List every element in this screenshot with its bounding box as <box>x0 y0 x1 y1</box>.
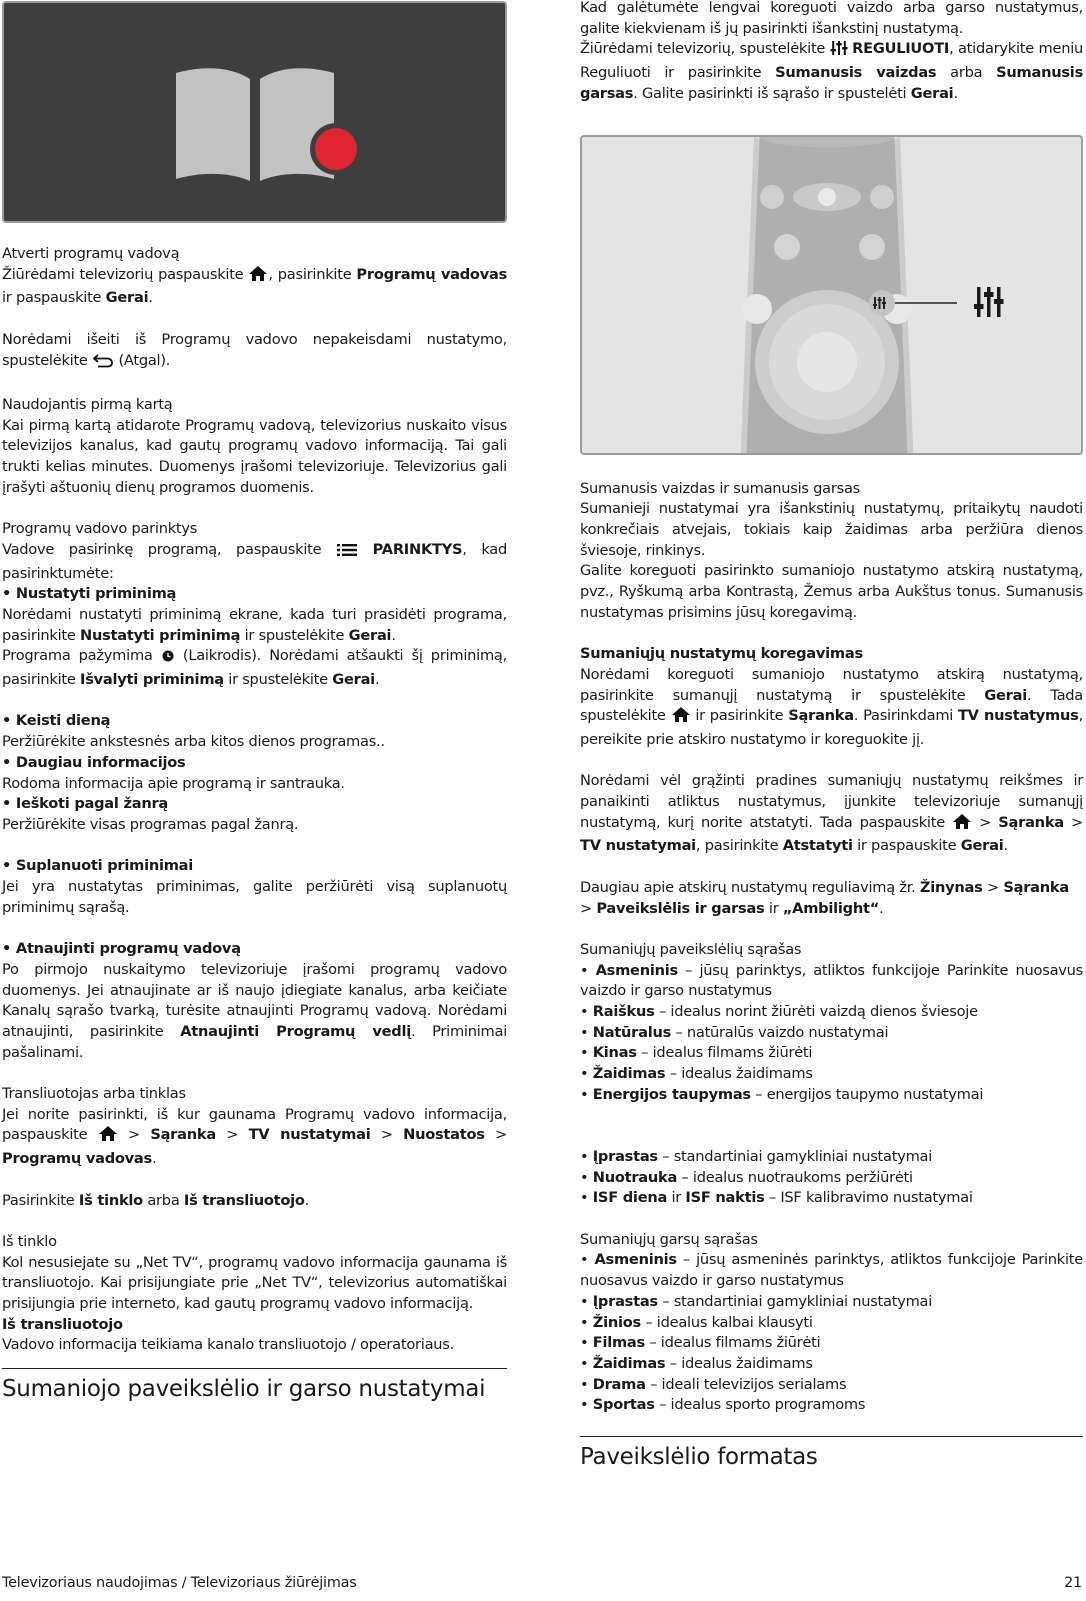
adjust-title: Sumaniųjų nustatymų koregavimas <box>580 645 863 663</box>
smart-text-2: Galite koreguoti pasirinkto sumaniojo nustatymo atskirą nustatymą, pvz., Ryškumą arba Kontrastą, Žemus arba Aukštus tonus. Sumanusis nustatymas prisimins jūsų koregavimą. <box>580 562 1083 621</box>
option-genre-title: • Ieškoti pagal žanrą <box>2 795 169 813</box>
broadcaster-title: Transliuotojas arba tinklas <box>2 1085 186 1103</box>
remote-adjust-icon <box>582 137 1083 455</box>
home-icon <box>671 706 691 730</box>
list-item: • Natūralus – natūralūs vaizdo nustatymai <box>580 1023 889 1041</box>
option-reminder-text2: Programa pažymima (Laikrodis). Norėdami atšaukti šį priminimą, pasirinkite Išvalyti priminimą ir spustelėkite Gerai. <box>2 647 508 689</box>
adjust-icon <box>830 40 848 63</box>
option-reminder-title: • Nustatyti priminimą <box>2 585 177 603</box>
right-intro <box>580 0 1083 105</box>
left-text <box>2 244 507 1356</box>
first-time-text: Kai pirmą kartą atidarote Programų vadovą, televizorius nuskaito visus televizijos kanalus, kad gautų programų vadovo informaciją. Tai gali trukti kelias minutes. Duomenys įrašomi televizoriuje. Televizorius gali įrašyti aštuonių dienų programos duomenis. <box>2 416 507 496</box>
picture-list-title: Sumaniųjų paveikslėlių sąrašas <box>580 940 802 958</box>
home-icon <box>98 1125 118 1149</box>
picture-list <box>580 961 1083 1106</box>
from-broadcaster-title: Iš transliuotojo <box>2 1315 123 1333</box>
from-network-text: Kol nesusiejate su „Net TV“, programų vadovo informacija gaunama iš transliuotojo. Kai prisijungiate prie „Net TV“, televizorius automatiškai prisijungia prie interneto, kad gautų programų vadovo informaciją. <box>2 1253 507 1313</box>
smart-title: Sumanusis vaizdas ir sumanusis garsas <box>580 479 861 497</box>
first-time-title: Naudojantis pirmą kartą <box>2 395 173 413</box>
option-genre-text: Peržiūrėkite visas programas pagal žanrą. <box>2 815 299 833</box>
left-column <box>2 0 507 1404</box>
intro-text-1: Kad galėtumėte lengvai koreguoti vaizdo arba garso nustatymus, galite kiekvienam iš jų pasirinkti išankstinį nustatymą. <box>580 0 1083 37</box>
broadcaster-text: Jei norite pasirinkti, iš kur gaunama Programų vadovo informacija, paspauskite > Sąranka > TV nustatymai > Nuostatos > Programų vadovas. <box>2 1105 508 1168</box>
option-info-title: • Daugiau informacijos <box>2 753 186 771</box>
options-list-icon <box>336 543 358 564</box>
option-scheduled-title: • Suplanuoti priminimai <box>2 857 194 875</box>
right-column <box>580 0 1083 1472</box>
options-title: Programų vadovo parinktys <box>2 520 198 538</box>
guide-reminder-image <box>2 1 507 223</box>
sound-list-title: Sumaniųjų garsų sąrašas <box>580 1230 758 1248</box>
list-item: • Žaidimas – idealus žaidimams <box>580 1354 813 1372</box>
right-text <box>580 479 1083 1417</box>
from-broadcaster-text: Vadovo informacija teikiama kanalo transliuotojo / operatoriaus. <box>2 1336 455 1354</box>
list-item: • Energijos taupymas – energijos taupymo nustatymai <box>580 1085 984 1103</box>
option-reminder-text: Norėdami nustatyti priminimą ekrane, kada turi prasidėti programa, pasirinkite Nustatyti priminimą ir spustelėkite Gerai. <box>2 605 507 644</box>
exit-text: Norėdami išeiti iš Programų vadovo nepakeisdami nustatymo, spustelėkite (Atgal). <box>2 330 507 374</box>
option-info-text: Rodoma informacija apie programą ir santrauka. <box>2 774 345 792</box>
list-item: • Asmeninis – jūsų asmeninės parinktys, atliktos funkcijoje Parinkite nuosavus vaizdo ir garso nustatymus <box>580 1251 1084 1290</box>
page-number: 21 <box>1064 1575 1082 1591</box>
list-item: • Nuotrauka – idealus nuotraukoms peržiūrėti <box>580 1168 913 1186</box>
intro-text-2: Žiūrėdami televizorių, spustelėkite REGULIUOTI, atidarykite meniu Reguliuoti ir pasirinkite Sumanusis vaizdas arba Sumanusis garsas. Galite pasirinkti iš sąrašo ir spustelėti Gerai. <box>580 40 1084 102</box>
option-day-text: Peržiūrėkite ankstesnės arba kitos dienos programas.. <box>2 733 385 751</box>
picture-format-heading: Paveikslėlio formatas <box>580 1436 1083 1472</box>
back-icon <box>92 353 114 375</box>
remote-control-image <box>580 135 1083 455</box>
book-record-icon <box>4 3 507 223</box>
guide-open-text: Žiūrėdami televizorių paspauskite , pasirinkite Programų vadovas ir paspauskite Gerai. <box>2 265 507 307</box>
from-network-title: Iš tinklo <box>2 1232 57 1250</box>
list-item: • Įprastas – standartiniai gamykliniai nustatymai <box>580 1292 933 1310</box>
choose-source-text: Pasirinkite Iš tinklo arba Iš transliuotojo. <box>2 1191 310 1209</box>
list-item: • Drama – ideali televizijos serialams <box>580 1375 847 1393</box>
picture-list-2 <box>580 1147 1083 1188</box>
list-item: • ISF diena ir ISF naktis – ISF kalibravimo nustatymai <box>580 1189 973 1207</box>
option-update-text: Po pirmojo nuskaitymo televizoriuje įrašomi programų vadovo duomenys. Jei atnaujinate ar iš naujo įdiegiate kanalus, arba keičiate Kanalų sąrašo tvarką, turėsite atnaujinti Programų vadovą. Norėdami atnaujinti, pasirinkite Atnaujinti Programų vedlį. Priminimai pašalinami. <box>2 960 507 1061</box>
home-icon <box>952 813 972 837</box>
clock-icon <box>161 649 175 670</box>
sound-list <box>580 1250 1083 1416</box>
adjust-text: Norėdami koreguoti sumaniojo nustatymo atskirą nustatymą, pasirinkite sumanųjį nustatymą ir spustelėkite Gerai. Tada spustelėkite ir pasirinkite Sąranka. Pasirinkdami TV nustatymus, pereikite prie atskiro nustatymo ir koreguokite jį. <box>580 665 1083 748</box>
smart-settings-heading: Sumaniojo paveikslėlio ir garso nustatymai <box>2 1368 507 1404</box>
reset-text: Norėdami vėl grąžinti pradines sumaniųjų nustatymų reikšmes ir panaikinti atliktus nustatymus, įjunkite televizoriuje sumanųjį nustatymą, kurį norite atstatyti. Tada paspauskite > Sąranka > TV nustatymai, pasirinkite Atstatyti ir paspauskite Gerai. <box>580 772 1083 855</box>
list-item: • Asmeninis – jūsų parinktys, atliktos funkcijoje Parinkite nuosavus vaizdo ir garso nustatymus <box>580 961 1083 1000</box>
list-item: • Įprastas – standartiniai gamykliniai nustatymai <box>580 1147 933 1165</box>
option-scheduled-text: Jei yra nustatytas priminimas, galite peržiūrėti visą suplanuotų priminimų sąrašą. <box>2 878 507 916</box>
smart-text-1: Sumanieji nustatymai yra išankstinių nustatymų, pritaikytų naudoti konkrečiais atvejais, tokiais kaip žaidimas arba peržiūra dienos šviesoje, rinkinys. <box>580 500 1083 559</box>
list-item: • Filmas – idealus filmams žiūrėti <box>580 1334 821 1352</box>
footer-breadcrumb: Televizoriaus naudojimas / Televizoriaus žiūrėjimas <box>2 1575 357 1591</box>
option-day-title: • Keisti dieną <box>2 712 111 730</box>
more-info-text: Daugiau apie atskirų nustatymų reguliavimą žr. Žinynas > Sąranka > Paveikslėlis ir garsas ir „Ambilight“. <box>580 878 1069 917</box>
guide-open-title: Atverti programų vadovą <box>2 245 180 262</box>
option-update-title: • Atnaujinti programų vadovą <box>2 940 241 958</box>
home-icon <box>248 265 268 289</box>
list-item: • Raiškus – idealus norint žiūrėti vaizdą dienos šviesoje <box>580 1003 978 1021</box>
list-item: • Kinas – idealus filmams žiūrėti <box>580 1044 813 1062</box>
options-text: Vadove pasirinkę programą, paspauskite PARINKTYS, kad pasirinktumėte: <box>2 540 507 582</box>
list-item: • Žinios – idealus kalbai klausyti <box>580 1313 813 1331</box>
list-item: • Sportas – idealus sporto programoms <box>580 1396 866 1414</box>
list-item: • Žaidimas – idealus žaidimams <box>580 1065 813 1083</box>
